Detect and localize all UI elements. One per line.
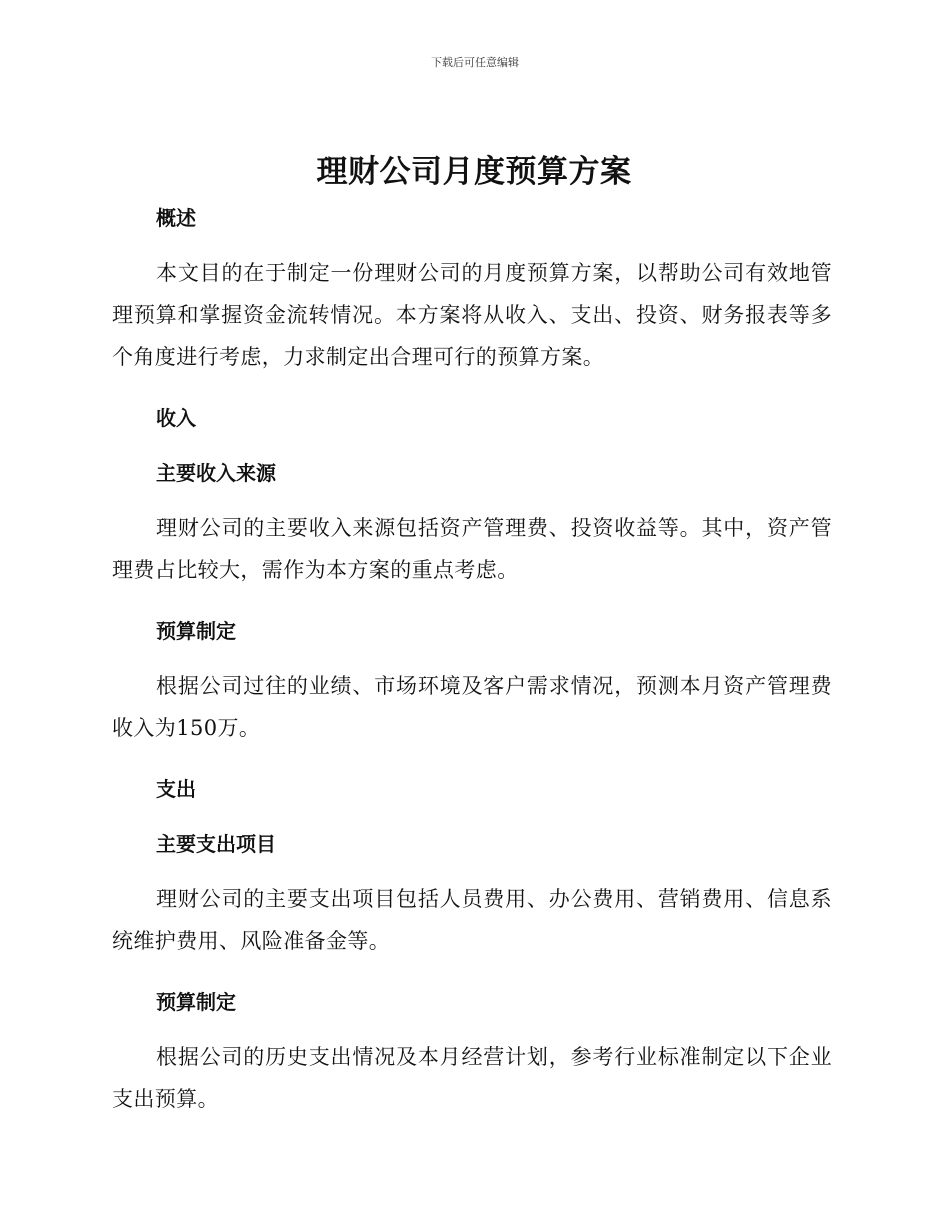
paragraph-income-budget: 根据公司过往的业绩、市场环境及客户需求情况，预测本月资产管理费收入为150万。 [112,674,832,740]
paragraph-expense-items: 理财公司的主要支出项目包括人员费用、办公费用、营销费用、信息系统维护费用、风险准备金等。 [112,887,832,953]
heading-expense-items: 主要支出项目 [156,832,276,856]
heading-income: 收入 [156,406,196,430]
paragraph-expense-budget: 根据公司的历史支出情况及本月经营计划，参考行业标准制定以下企业支出预算。 [112,1045,832,1111]
heading-expense-budget: 预算制定 [156,990,236,1014]
header-note: 下载后可任意编辑 [431,56,519,69]
heading-overview: 概述 [156,206,196,230]
paragraph-overview: 本文目的在于制定一份理财公司的月度预算方案，以帮助公司有效地管理预算和掌握资金流转情况。本方案将从收入、支出、投资、财务报表等多个角度进行考虑，力求制定出合理可行的预算方案。 [112,261,832,369]
heading-income-budget: 预算制定 [156,619,236,643]
document-title: 理财公司月度预算方案 [316,154,632,190]
heading-income-source: 主要收入来源 [156,461,276,485]
document-body [112,150,832,1120]
paragraph-income-source: 理财公司的主要收入来源包括资产管理费、投资收益等。其中，资产管理费占比较大，需作为本方案的重点考虑。 [112,516,832,582]
heading-expense: 支出 [156,777,196,801]
